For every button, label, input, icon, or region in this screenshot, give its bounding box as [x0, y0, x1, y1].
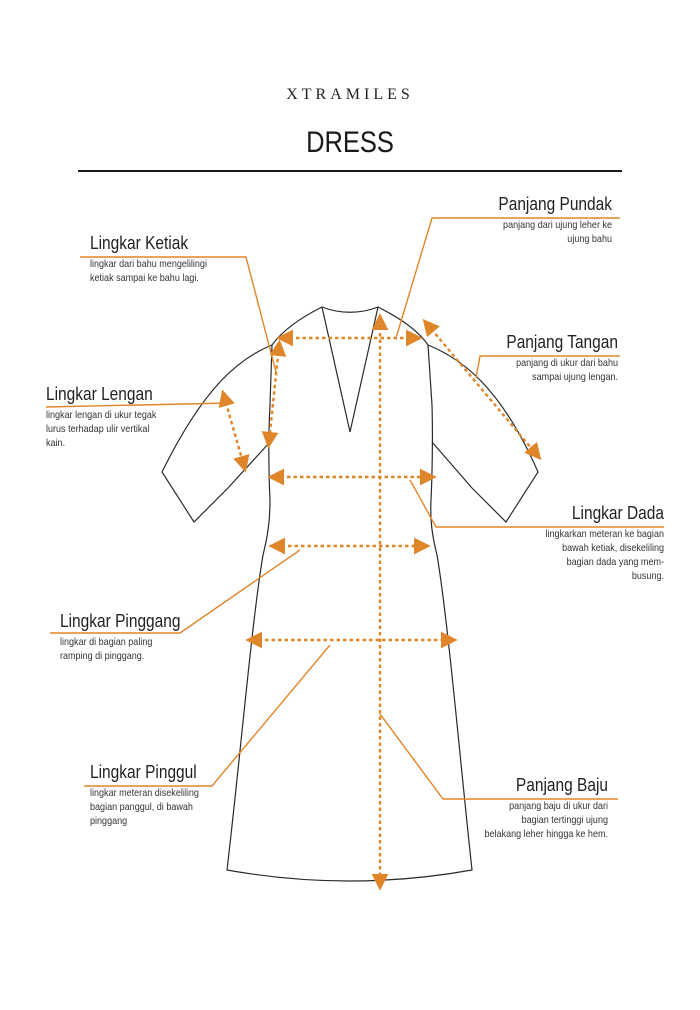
label-title: Lingkar Dada	[571, 503, 664, 523]
desc-line: lingkar dari bahu mengelilingi	[90, 258, 207, 270]
desc-line: kain.	[46, 437, 66, 449]
desc-line: panjang baju di ukur dari	[509, 800, 608, 812]
brand-name: XTRAMILES	[286, 86, 414, 103]
desc-line: ramping di pinggang.	[60, 650, 145, 662]
desc-line: pinggang	[90, 815, 128, 827]
desc-line: ketiak sampai ke bahu lagi.	[90, 272, 199, 284]
label-title: Lingkar Lengan	[46, 384, 153, 404]
desc-line: lurus terhadap ulir vertikal	[46, 423, 150, 435]
label-desc	[448, 356, 618, 384]
label-desc	[46, 408, 192, 450]
desc-line: bagian panggul, di bawah	[90, 801, 193, 813]
label-desc	[90, 257, 262, 285]
label-panjang-pundak	[412, 194, 612, 246]
label-desc	[90, 786, 253, 828]
desc-line: sampai ujung lengan.	[532, 371, 618, 383]
label-title: Lingkar Pinggul	[90, 762, 197, 782]
label-lingkar-pinggang	[60, 611, 250, 663]
desc-line: panjang dari ujung leher ke	[503, 219, 612, 231]
desc-line: lingkarkan meteran ke bagian	[545, 528, 664, 540]
label-desc	[438, 799, 608, 841]
desc-line: lingkar meteran disekeliling	[90, 787, 199, 799]
neckline-outline	[322, 307, 378, 432]
label-title: Panjang Tangan	[506, 332, 618, 352]
page-title: DRESS	[306, 126, 394, 159]
sleeve-circ-measure-arrow	[224, 396, 244, 466]
label-lingkar-dada	[470, 503, 664, 583]
label-lingkar-lengan	[46, 384, 216, 450]
desc-line: bawah ketiak, disekeliling	[562, 542, 664, 554]
desc-line: lingkar di bagian paling	[60, 636, 153, 648]
label-title: Lingkar Pinggang	[60, 611, 181, 631]
desc-line: busung.	[631, 570, 664, 582]
label-desc	[497, 527, 664, 583]
label-title: Panjang Pundak	[498, 194, 612, 214]
label-desc	[440, 218, 612, 246]
label-panjang-baju	[410, 775, 608, 841]
label-lingkar-pinggul	[90, 762, 280, 828]
desc-line: ujung bahu	[567, 233, 612, 245]
label-lingkar-ketiak	[90, 233, 290, 285]
desc-line: panjang di ukur dari bahu	[516, 357, 618, 369]
desc-line: bagian tertinggi ujung	[521, 814, 608, 826]
label-desc	[60, 635, 223, 663]
label-title: Lingkar Ketiak	[90, 233, 189, 253]
desc-line: belakang leher hingga ke hem.	[484, 828, 608, 840]
label-panjang-tangan	[420, 332, 618, 384]
label-title: Panjang Baju	[515, 775, 608, 795]
desc-line: lingkar lengan di ukur tegak	[46, 409, 157, 421]
desc-line: bagian dada yang mem-	[566, 556, 664, 568]
